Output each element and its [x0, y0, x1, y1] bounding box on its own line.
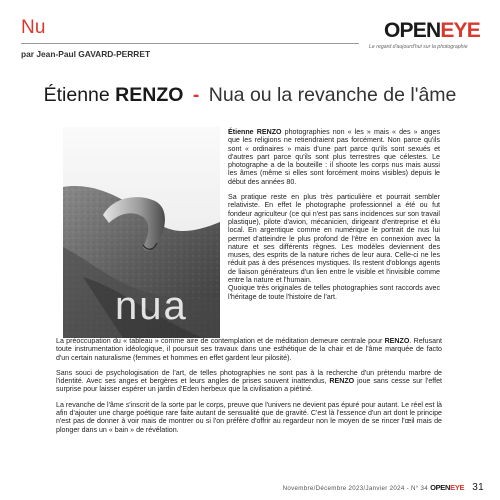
- article-column-right: [228, 128, 440, 308]
- author-byline: par Jean-Paul GAVARD-PERRET: [21, 49, 151, 59]
- body-paragraph-2: [56, 369, 442, 394]
- column-paragraph-3: Quoique très originales de telles photographies sont raccords avec l'héritage de toute l'histoire de l'art.: [228, 284, 440, 301]
- column-paragraph-1-text: photographies non « les » mais « des » anges que les religions ne retiendraient pas forcément. Non parce qu'ils sont « ordinaires » mais d'une part parce qu'ils sont sexués et d'autres part parce qu'ils sont plus terrestres que célestes. Le photographe a de la bouteille : il shoote les corps nus mais aussi les âmes (même si elles sont forcément moins visibles) depuis le début des années 80.: [228, 128, 440, 186]
- body-paragraph-2-text: Sans souci de psychologisation de l'art, de telles photographies ne sont pas à la recherche d'un prétendu marbre de l'identité. Avec ses anges et bergères et leurs angles de prises souvent inattendus,: [56, 368, 442, 386]
- page-footer: [283, 482, 484, 493]
- body-paragraph-1-bold: RENZO: [384, 337, 410, 345]
- title-dash: -: [192, 84, 200, 106]
- brand-logo-eye: EYE: [440, 19, 480, 42]
- article-body-full: [56, 337, 442, 441]
- page-number: 31: [472, 482, 484, 493]
- brand-logo-open: OPEN: [384, 19, 441, 42]
- body-paragraph-1: [56, 337, 442, 362]
- column-artist-name: Étienne RENZO: [228, 128, 282, 136]
- body-paragraph-3: La revanche de l'âme s'inscrit de la sorte par le corps, preuve que l'univers ne devient pas épuré pour autant. Le réel est là afin d'ajouter une charge poétique rare faite autant de sensualité que de gravité. C'est là l'essence d'un art dont le principe n'est pas de donner à voir mais de montrer ou si l'on préfère d'offrir au regardeur non le moyen de se rincer l'œil mais de plonger dans un « bain » de révélation.: [56, 400, 442, 434]
- footer-brand-eye: EYE: [450, 483, 465, 492]
- photograph-image: [63, 127, 220, 338]
- footer-brand: [430, 483, 464, 492]
- column-paragraph-2: Sa pratique reste en plus très particulière et pourrait sembler relativiste. En effet le photographe professionnel a été ou fut fondeur agriculteur (ce qui n'est pas sans incidences sur son travail plastique), pilote d'avion, mécanicien, dirigeant d'entreprise et élu local. En argentique comme en numérique le portrait de nus lui permet d'atteindre le plus profond de l'être en connexion avec la nature et ses différents règnes. Les modèles deviennent des muses, des esprits de la nature riches de leur aura. Celle-ci ne les réduit pas à des présences mystiques. Ils restent d'oblongs agents de liaison générateurs d'un lien entre le visible et l'invisible comme entre la nature et l'humain.: [228, 193, 440, 285]
- nude-photograph: [63, 127, 220, 338]
- body-paragraph-2-text-2: joue sans cesse sur l'effet surprise pour laisser espérer un jardin d'Eden herbeux que la civilisation a piétiné.: [56, 377, 442, 394]
- body-paragraph-1-text-2: . Refusant toute instrumentation idéologique, il poursuit ses travaux dans une esthétique de la chair et de l'âme marquée de facto d'un certain naturalisme (femmes et hommes en effet gardent leur pilosité).: [56, 337, 442, 362]
- brand-tagline: Le regard d'aujourd'hui sur la photographie: [369, 44, 468, 50]
- photo-watermark: nua: [115, 284, 188, 328]
- brand-logo: [384, 20, 480, 41]
- article-title: [0, 84, 500, 107]
- title-name-last: RENZO: [115, 84, 184, 106]
- section-title: Nu: [21, 17, 46, 38]
- body-paragraph-2-bold: RENZO: [329, 377, 355, 386]
- footer-brand-open: OPEN: [430, 483, 451, 492]
- title-name-first: Étienne: [43, 84, 110, 106]
- column-paragraph-1: [228, 128, 440, 186]
- footer-issue: Novembre/Décembre 2023/Janvier 2024 - N° 34: [282, 485, 429, 492]
- header-rule: [21, 43, 359, 44]
- body-paragraph-1-text: La préoccupation du « tableau » comme aire de contemplation et de méditation demeure centrale pour: [56, 337, 385, 345]
- title-subtitle: Nua ou la revanche de l'âme: [208, 84, 457, 106]
